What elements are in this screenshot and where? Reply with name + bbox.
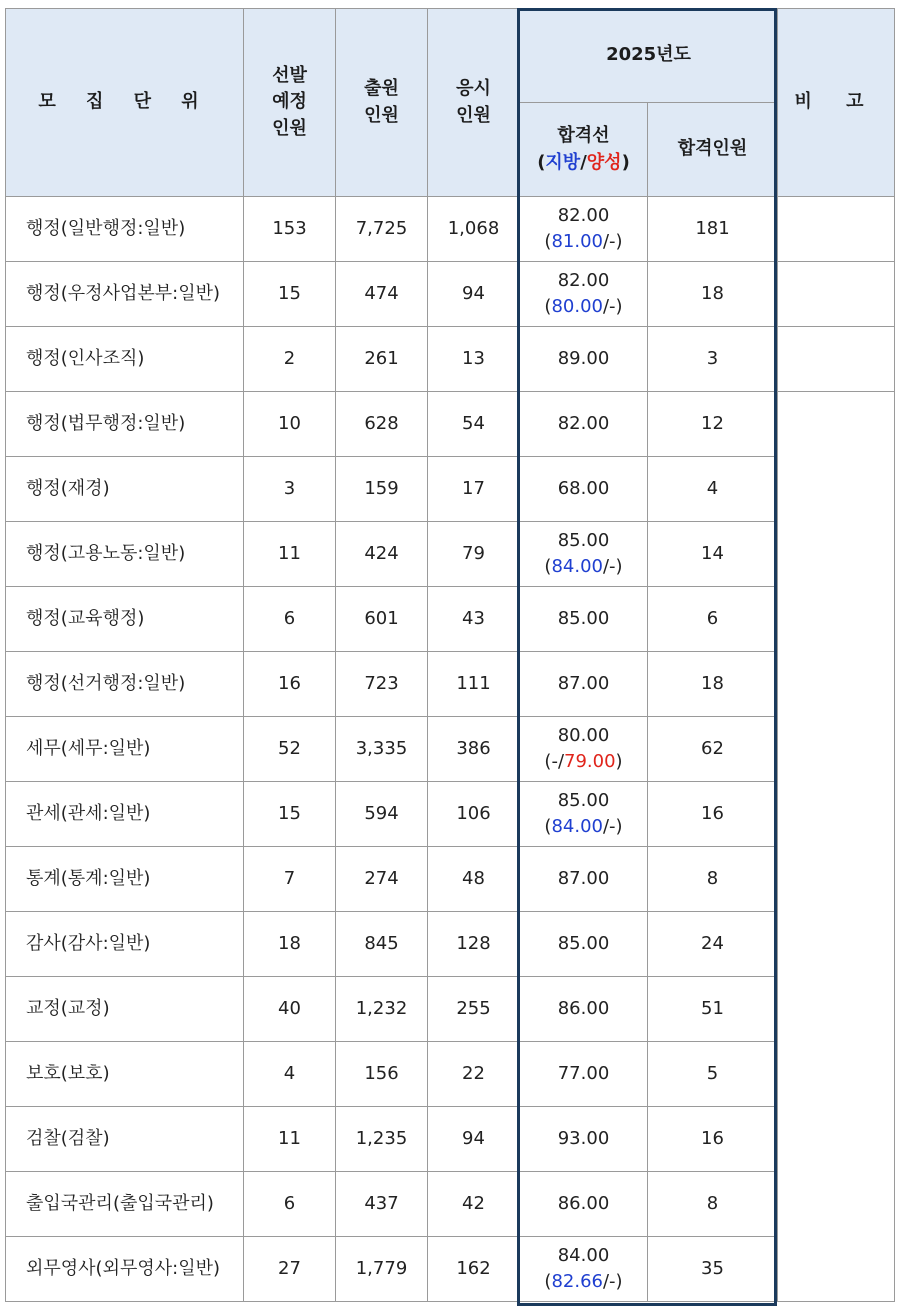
- cutoff-value: 85.00: [557, 607, 610, 629]
- header-cutoff: 합격선 (지방/양성): [520, 103, 648, 197]
- table-row: [6, 847, 895, 912]
- cell-planned: 18: [244, 912, 336, 977]
- cell-examined: 13: [428, 327, 520, 392]
- cell-applied: 474: [336, 262, 428, 327]
- cell-unit: 보호(보호): [6, 1042, 244, 1107]
- cell-planned: 2: [244, 327, 336, 392]
- cell-planned: 10: [244, 392, 336, 457]
- cutoff-local: 80.00: [551, 296, 603, 317]
- cutoff-local: -: [551, 751, 558, 772]
- cutoff-gender: -: [609, 231, 616, 252]
- cell-cutoff: [520, 847, 648, 912]
- cell-passed: 35: [648, 1237, 778, 1302]
- cutoff-value: 85.00: [557, 932, 610, 954]
- cell-note: [778, 912, 895, 977]
- cell-cutoff: [520, 1237, 648, 1302]
- cutoff-value: 89.00: [557, 347, 610, 369]
- cutoff-value: 86.00: [557, 1192, 610, 1214]
- cutoff-gender: -: [609, 296, 616, 317]
- cell-applied: 261: [336, 327, 428, 392]
- cell-passed: 3: [648, 327, 778, 392]
- cell-unit: 검찰(검찰): [6, 1107, 244, 1172]
- cell-cutoff: [520, 717, 648, 782]
- cell-applied: 1,779: [336, 1237, 428, 1302]
- header-note: 비 고: [778, 9, 895, 197]
- table-header: [6, 9, 895, 197]
- header-unit: 모 집 단 위: [6, 9, 244, 197]
- cell-note: [778, 587, 895, 652]
- cell-cutoff: [520, 262, 648, 327]
- header-passed: 합격인원: [648, 103, 778, 197]
- cell-planned: 11: [244, 1107, 336, 1172]
- cell-passed: 16: [648, 782, 778, 847]
- cell-cutoff: [520, 977, 648, 1042]
- cutoff-value: 87.00: [557, 672, 610, 694]
- cell-cutoff: [520, 782, 648, 847]
- table-row: [6, 1237, 895, 1302]
- cell-passed: 8: [648, 1172, 778, 1237]
- cutoff-sub: (84.00/-): [544, 556, 623, 577]
- cell-note: [778, 1107, 895, 1172]
- cell-examined: 128: [428, 912, 520, 977]
- header-planned: 선발 예정 인원: [244, 9, 336, 197]
- header-applied: 출원 인원: [336, 9, 428, 197]
- cell-unit: 행정(인사조직): [6, 327, 244, 392]
- cutoff-value: 82.00: [557, 269, 610, 291]
- cell-examined: 17: [428, 457, 520, 522]
- cutoff-value: 68.00: [557, 477, 610, 499]
- cell-unit: 출입국관리(출입국관리): [6, 1172, 244, 1237]
- header-year: 2025년도: [520, 9, 778, 103]
- table-row: [6, 912, 895, 977]
- cell-unit: 행정(선거행정:일반): [6, 652, 244, 717]
- cell-passed: 51: [648, 977, 778, 1042]
- cutoff-gender: -: [609, 556, 616, 577]
- table-row: [6, 262, 895, 327]
- cutoff-gender: -: [609, 1271, 616, 1292]
- cutoff-value: 82.00: [557, 204, 610, 226]
- cell-cutoff: [520, 327, 648, 392]
- cell-cutoff: [520, 457, 648, 522]
- cell-examined: 255: [428, 977, 520, 1042]
- cell-passed: 8: [648, 847, 778, 912]
- cell-passed: 6: [648, 587, 778, 652]
- cell-applied: 1,235: [336, 1107, 428, 1172]
- cell-applied: 1,232: [336, 977, 428, 1042]
- cell-examined: 22: [428, 1042, 520, 1107]
- cutoff-sub: (81.00/-): [544, 231, 623, 252]
- cell-note: [778, 1237, 895, 1302]
- cell-passed: 4: [648, 457, 778, 522]
- cutoff-sub: (80.00/-): [544, 296, 623, 317]
- cell-planned: 6: [244, 1172, 336, 1237]
- header-examined: 응시 인원: [428, 9, 520, 197]
- cell-note: [778, 717, 895, 782]
- cell-note: [778, 392, 895, 457]
- cell-applied: 437: [336, 1172, 428, 1237]
- cell-note: [778, 847, 895, 912]
- cell-examined: 43: [428, 587, 520, 652]
- cutoff-gender: 79.00: [564, 751, 616, 772]
- cell-passed: 181: [648, 197, 778, 262]
- cell-passed: 12: [648, 392, 778, 457]
- cell-examined: 94: [428, 262, 520, 327]
- cell-applied: 845: [336, 912, 428, 977]
- cell-unit: 행정(일반행정:일반): [6, 197, 244, 262]
- cell-examined: 1,068: [428, 197, 520, 262]
- cell-cutoff: [520, 587, 648, 652]
- cell-unit: 통계(통계:일반): [6, 847, 244, 912]
- cell-planned: 6: [244, 587, 336, 652]
- cell-examined: 48: [428, 847, 520, 912]
- table-row: [6, 717, 895, 782]
- cutoff-value: 85.00: [557, 529, 610, 551]
- table-row: [6, 522, 895, 587]
- cell-applied: 274: [336, 847, 428, 912]
- results-table: [5, 8, 895, 1302]
- cutoff-value: 85.00: [557, 789, 610, 811]
- cell-applied: 3,335: [336, 717, 428, 782]
- cell-examined: 42: [428, 1172, 520, 1237]
- cell-applied: 156: [336, 1042, 428, 1107]
- table-row: [6, 977, 895, 1042]
- cell-passed: 14: [648, 522, 778, 587]
- cell-planned: 15: [244, 782, 336, 847]
- cutoff-value: 77.00: [557, 1062, 610, 1084]
- cell-examined: 386: [428, 717, 520, 782]
- cell-note: [778, 262, 895, 327]
- cell-planned: 4: [244, 1042, 336, 1107]
- cell-applied: 424: [336, 522, 428, 587]
- cell-applied: 628: [336, 392, 428, 457]
- cell-examined: 106: [428, 782, 520, 847]
- cutoff-local: 84.00: [551, 556, 603, 577]
- cutoff-sub: (84.00/-): [544, 816, 623, 837]
- cell-note: [778, 197, 895, 262]
- cell-applied: 601: [336, 587, 428, 652]
- cell-unit: 감사(감사:일반): [6, 912, 244, 977]
- cell-note: [778, 457, 895, 522]
- cell-cutoff: [520, 912, 648, 977]
- cutoff-local: 84.00: [551, 816, 603, 837]
- table-row: [6, 327, 895, 392]
- header-gender-label: 양성: [586, 151, 622, 173]
- cutoff-value: 82.00: [557, 412, 610, 434]
- cell-unit: 외무영사(외무영사:일반): [6, 1237, 244, 1302]
- cell-note: [778, 652, 895, 717]
- cell-note: [778, 1042, 895, 1107]
- cell-unit: 행정(교육행정): [6, 587, 244, 652]
- table-row: [6, 392, 895, 457]
- cell-cutoff: [520, 1107, 648, 1172]
- table-row: [6, 457, 895, 522]
- cutoff-sub: (82.66/-): [544, 1271, 623, 1292]
- cell-applied: 7,725: [336, 197, 428, 262]
- cell-passed: 24: [648, 912, 778, 977]
- cutoff-value: 86.00: [557, 997, 610, 1019]
- cell-unit: 행정(법무행정:일반): [6, 392, 244, 457]
- cutoff-value: 93.00: [557, 1127, 610, 1149]
- cell-unit: 관세(관세:일반): [6, 782, 244, 847]
- cutoff-sub: (-/79.00): [544, 751, 623, 772]
- cell-unit: 행정(우정사업본부:일반): [6, 262, 244, 327]
- table-row: [6, 1172, 895, 1237]
- cell-note: [778, 522, 895, 587]
- cutoff-gender: -: [609, 816, 616, 837]
- table-row: [6, 782, 895, 847]
- header-local-label: 지방: [545, 151, 581, 173]
- cell-unit: 행정(재경): [6, 457, 244, 522]
- cell-passed: 16: [648, 1107, 778, 1172]
- cutoff-value: 87.00: [557, 867, 610, 889]
- cell-note: [778, 1172, 895, 1237]
- cell-planned: 40: [244, 977, 336, 1042]
- cell-examined: 94: [428, 1107, 520, 1172]
- table-row: [6, 1107, 895, 1172]
- table-body: [6, 197, 895, 1302]
- cell-applied: 594: [336, 782, 428, 847]
- cell-planned: 16: [244, 652, 336, 717]
- cell-cutoff: [520, 652, 648, 717]
- cell-applied: 723: [336, 652, 428, 717]
- table-row: [6, 197, 895, 262]
- cell-planned: 3: [244, 457, 336, 522]
- table-row: [6, 652, 895, 717]
- cell-note: [778, 782, 895, 847]
- cell-passed: 62: [648, 717, 778, 782]
- cutoff-local: 82.66: [551, 1271, 603, 1292]
- cell-planned: 7: [244, 847, 336, 912]
- cell-planned: 52: [244, 717, 336, 782]
- cell-passed: 18: [648, 262, 778, 327]
- cell-examined: 79: [428, 522, 520, 587]
- cell-unit: 행정(고용노동:일반): [6, 522, 244, 587]
- cell-note: [778, 327, 895, 392]
- cell-unit: 교정(교정): [6, 977, 244, 1042]
- cell-planned: 27: [244, 1237, 336, 1302]
- cell-note: [778, 977, 895, 1042]
- cell-unit: 세무(세무:일반): [6, 717, 244, 782]
- cell-examined: 111: [428, 652, 520, 717]
- table-row: [6, 587, 895, 652]
- cutoff-value: 80.00: [557, 724, 610, 746]
- cell-applied: 159: [336, 457, 428, 522]
- cell-planned: 11: [244, 522, 336, 587]
- cell-cutoff: [520, 1042, 648, 1107]
- cell-cutoff: [520, 522, 648, 587]
- cell-passed: 18: [648, 652, 778, 717]
- cell-cutoff: [520, 392, 648, 457]
- cell-examined: 162: [428, 1237, 520, 1302]
- cell-cutoff: [520, 1172, 648, 1237]
- cell-passed: 5: [648, 1042, 778, 1107]
- cutoff-local: 81.00: [551, 231, 603, 252]
- table-row: [6, 1042, 895, 1107]
- cell-examined: 54: [428, 392, 520, 457]
- cutoff-value: 84.00: [557, 1244, 610, 1266]
- cell-planned: 153: [244, 197, 336, 262]
- cell-cutoff: [520, 197, 648, 262]
- cell-planned: 15: [244, 262, 336, 327]
